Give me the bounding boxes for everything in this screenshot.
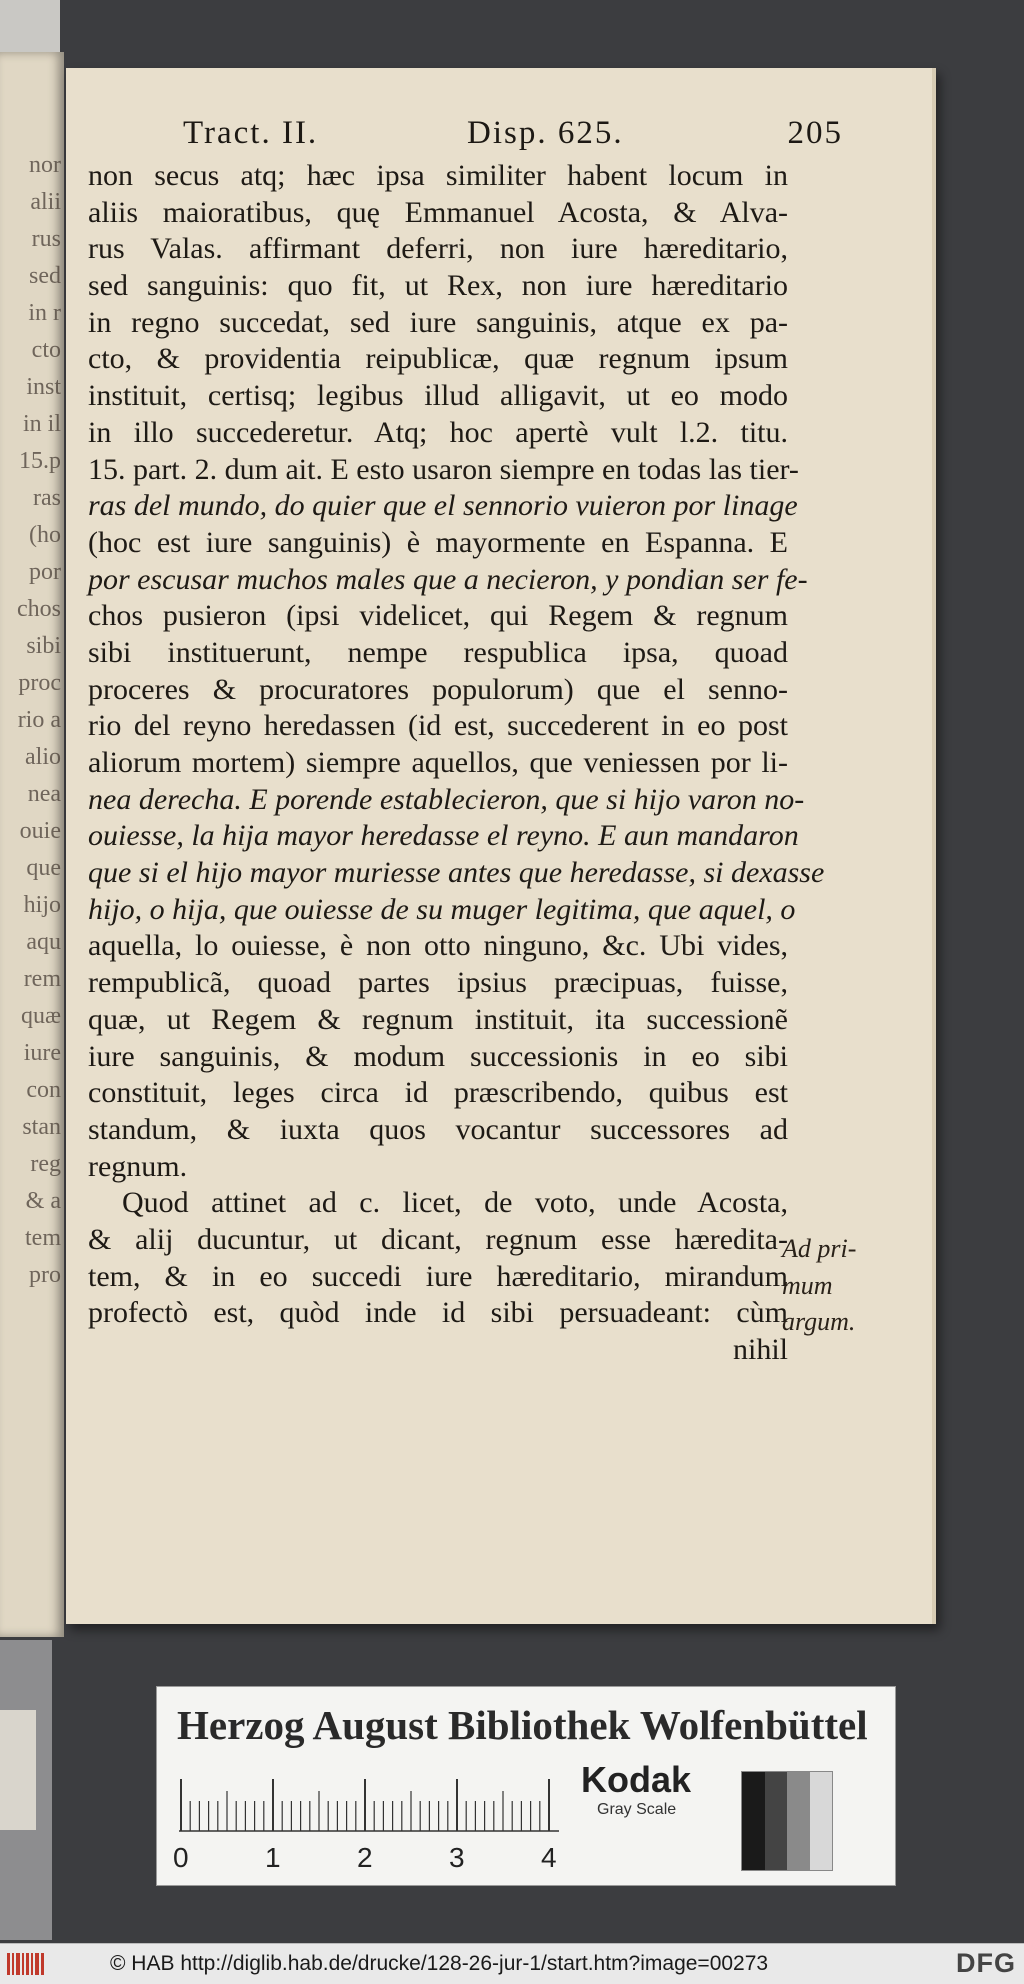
- ruler-number: 1: [265, 1842, 281, 1873]
- kodak-label: Kodak: [581, 1759, 692, 1800]
- ruler-number: 2: [357, 1842, 373, 1873]
- previous-page-fragment: hijo: [23, 892, 61, 918]
- viewer-footer: [0, 1943, 1024, 1984]
- previous-page-fragment: por: [29, 559, 61, 585]
- margin-note: [782, 1231, 912, 1341]
- previous-page-fragment: rus: [31, 226, 61, 252]
- previous-page-fragment: cto: [31, 337, 61, 363]
- text-line: chos pusieron (ipsi videlicet, qui Regem & regnum: [88, 599, 788, 633]
- text-line: aquella, lo ouiesse, è non otto ninguno, &c. Ubi vides,: [88, 929, 788, 963]
- text-line: rio del reyno heredassen (id est, succederent in eo post: [88, 709, 788, 743]
- gray-swatch: [742, 1772, 765, 1870]
- previous-page-sliver: [0, 52, 64, 1637]
- previous-page-fragment: reg: [30, 1151, 61, 1177]
- text-line: aliorum mortem) siempre aquellos, que veniessen por li-: [88, 746, 788, 779]
- previous-page-fragment: alii: [30, 189, 61, 215]
- text-line: ras del mundo, do quier que el sennorio vuieron por linage: [88, 489, 798, 523]
- text-line: quæ, ut Regem & regnum instituit, ita successionẽ: [88, 1002, 788, 1036]
- header-disputation: Disp. 625.: [467, 115, 624, 151]
- previous-page-fragment: alio: [25, 744, 61, 770]
- gray-scale-label: Gray Scale: [597, 1801, 677, 1818]
- previous-page-fragment: que: [26, 855, 61, 881]
- gray-swatch: [787, 1772, 810, 1870]
- viewer-edge: [0, 0, 60, 52]
- text-line: iure sanguinis, & modum successionis in eo sibi: [88, 1039, 788, 1073]
- previous-page-fragment: sed: [29, 263, 61, 289]
- dfg-logo: DFG: [956, 1948, 1016, 1978]
- text-line: Quod attinet ad c. licet, de voto, unde Acosta,: [122, 1186, 788, 1220]
- running-header: [183, 115, 843, 159]
- barcode-icon: [6, 1952, 46, 1976]
- previous-page-fragment: in il: [22, 411, 61, 437]
- previous-page-fragment: iure: [23, 1040, 61, 1066]
- text-line: tem, & in eo succedi iure hæreditario, mirandum: [88, 1259, 788, 1293]
- text-line: cto, & providentia reipublicæ, quæ regnum ipsum: [88, 342, 788, 376]
- text-line: nea derecha. E porende establecieron, que si hijo varon no-: [88, 782, 805, 816]
- text-line: nihil: [732, 1333, 788, 1366]
- library-color-card: [156, 1686, 896, 1886]
- previous-page-fragment: pro: [29, 1262, 61, 1288]
- text-line: profectò est, quòd inde id sibi persuadeant: cùm: [88, 1296, 788, 1330]
- previous-page-fragment: ras: [33, 485, 61, 511]
- margin-note-line: mum: [782, 1270, 833, 1300]
- text-line: aliis maioratibus, quę Emmanuel Acosta, & Alva-: [88, 195, 788, 229]
- previous-page-fragment: stan: [22, 1114, 61, 1140]
- previous-page-fragment: proc: [18, 670, 61, 696]
- text-line: standum, & iuxta quos vocantur successores ad: [88, 1112, 788, 1146]
- previous-page-fragment: tem: [25, 1225, 61, 1251]
- text-line: que si el hijo mayor muriesse antes que heredasse, si dexasse: [88, 856, 825, 890]
- previous-page-fragment: nor: [29, 152, 61, 178]
- margin-note-line: Ad pri-: [782, 1234, 857, 1263]
- text-line: 15. part. 2. dum ait. E esto usaron siempre en todas las tier-: [88, 452, 799, 486]
- text-line: instituit, certisq; legibus illud alligavit, ut eo modo: [88, 379, 788, 413]
- previous-page-fragment: ouie: [19, 818, 61, 844]
- text-line: rempublicã, quoad partes ipsius præcipuas, fuisse,: [88, 966, 788, 1000]
- text-line: sibi instituerunt, nempe respublica ipsa, quoad: [88, 635, 788, 669]
- text-line: sed sanguinis: quo fit, ut Rex, non iure hæreditario: [88, 269, 788, 303]
- header-tract: Tract. II.: [183, 115, 319, 151]
- text-line: por escusar muchos males que a necieron, y pondian ser fe-: [88, 562, 808, 596]
- previous-page-fragment: rio a: [17, 707, 61, 733]
- page-number: 205: [787, 115, 843, 151]
- text-line: & alij ducuntur, ut dicant, regnum esse hæredita-: [88, 1222, 788, 1256]
- previous-page-fragment: (ho: [29, 522, 61, 548]
- previous-page-label-strip: [0, 1710, 36, 1830]
- margin-note-line: argum.: [782, 1307, 856, 1337]
- text-line: proceres & procuratores populorum) que el senno-: [88, 672, 788, 706]
- previous-page-fragment: sibi: [26, 633, 61, 659]
- ruler-number: 3: [449, 1842, 465, 1873]
- gray-swatch: [765, 1772, 788, 1870]
- text-line: non secus atq; hæc ipsa similiter habent locum in: [88, 159, 788, 192]
- text-line: in regno succedat, sed iure sanguinis, atque ex pa-: [88, 305, 788, 339]
- previous-page-fragment: 15.p: [19, 448, 61, 474]
- ruler-number: 0: [173, 1842, 189, 1873]
- ruler-number: 4: [541, 1842, 557, 1873]
- previous-page-fragment: rem: [23, 966, 61, 992]
- text-line: constituit, leges circa id præscribendo, quibus est: [88, 1076, 788, 1110]
- book-page: [66, 68, 936, 1624]
- previous-page-fragment: chos: [17, 596, 61, 622]
- text-line: hijo, o hija, que ouiesse de su muger legitima, que aquel, o: [88, 892, 796, 926]
- gray-swatch: [810, 1772, 833, 1870]
- text-line: in illo succederetur. Atq; hoc apertè vult l.2. titu.: [88, 415, 788, 449]
- library-name: Herzog August Bibliothek Wolfenbüttel: [177, 1702, 868, 1748]
- previous-page-fragment: & a: [25, 1188, 61, 1214]
- previous-page-fragment: quæ: [20, 1003, 61, 1029]
- previous-page-fragment: con: [26, 1077, 61, 1103]
- source-url-link[interactable]: © HAB http://diglib.hab.de/drucke/128-26-jur-1/start.htm?image=00273: [110, 1952, 769, 1975]
- previous-page-fragment: aqu: [26, 929, 61, 955]
- text-line: (hoc est iure sanguinis) è mayormente en Espanna. E: [88, 525, 788, 559]
- previous-page-fragment: nea: [27, 781, 61, 807]
- previous-page-fragment: inst: [26, 374, 61, 400]
- gray-scale-swatches: [741, 1771, 833, 1871]
- previous-page-fragment: in r: [28, 300, 61, 326]
- text-line: regnum.: [88, 1149, 188, 1183]
- text-line: ouiesse, la hija mayor heredasse el reyno. E aun mandaron: [88, 819, 799, 853]
- text-line: rus Valas. affirmant deferri, non iure hæreditario,: [88, 232, 788, 266]
